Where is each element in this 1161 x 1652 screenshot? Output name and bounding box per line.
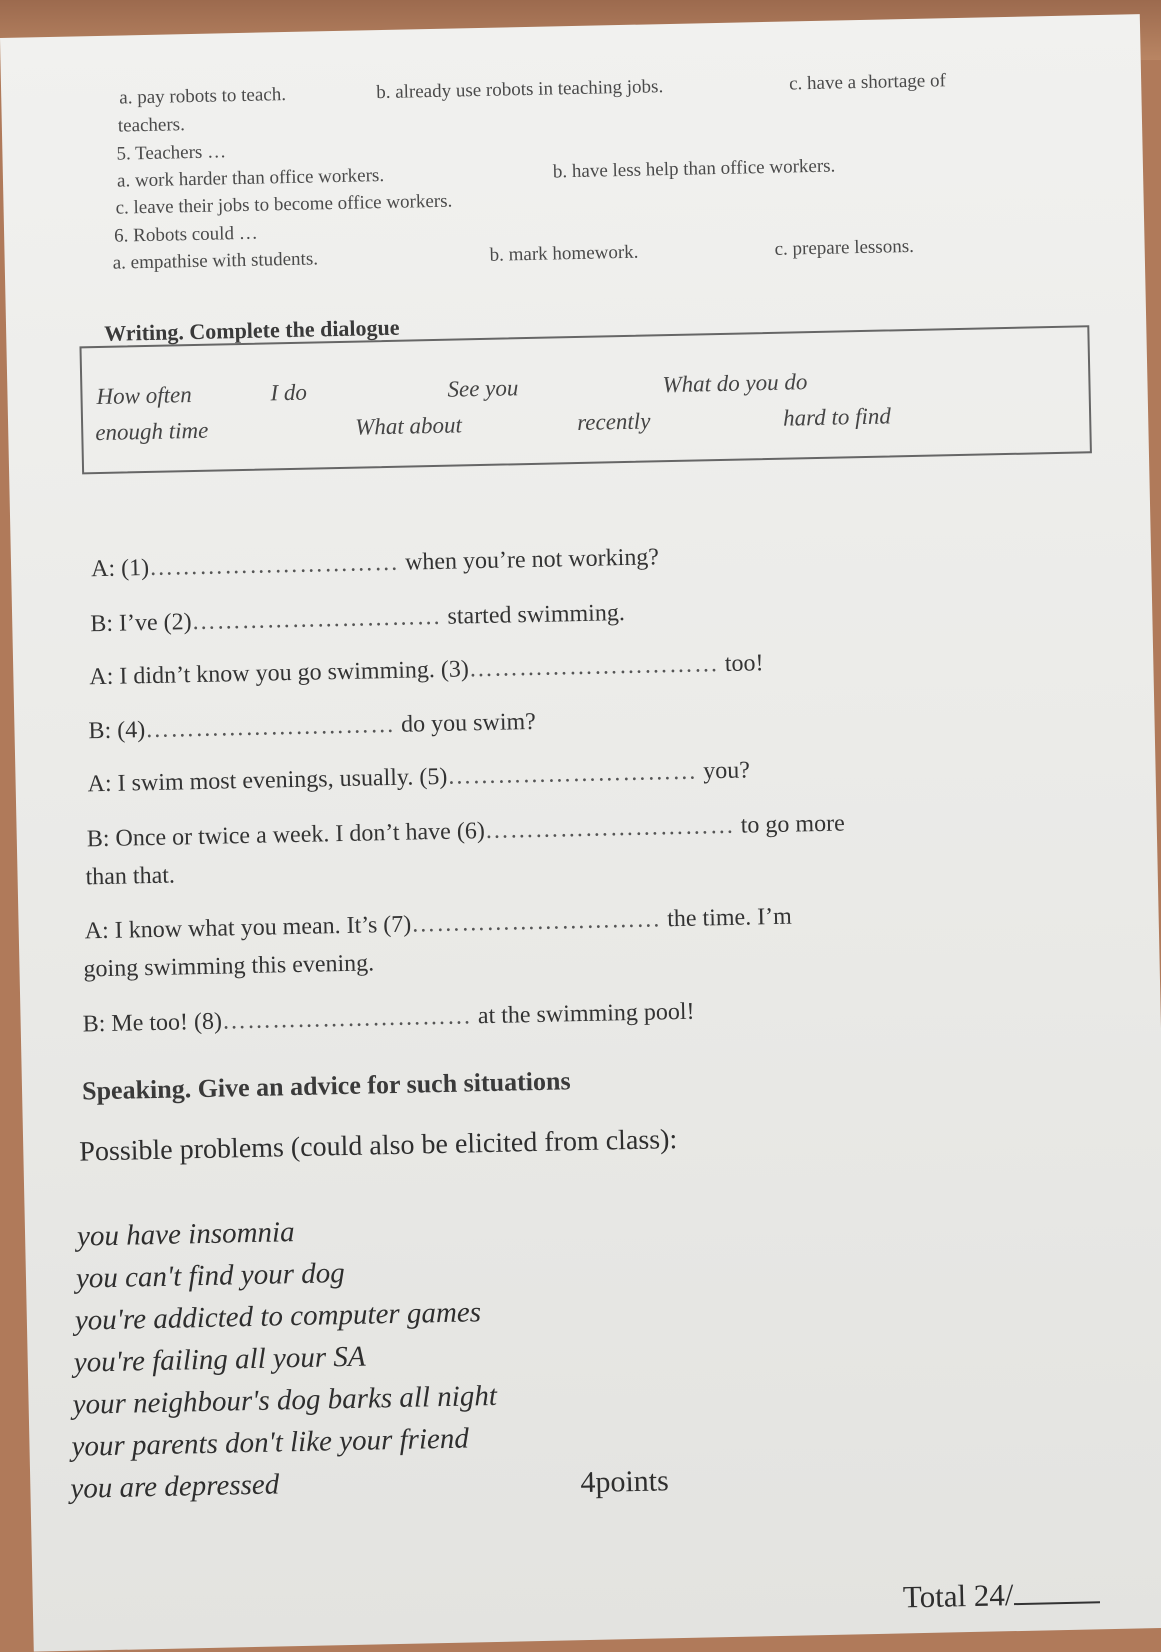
problem-item: you're addicted to computer games [74, 1296, 482, 1337]
q6-option-a: a. empathise with students. [112, 248, 319, 274]
answer-blank[interactable]: ………………………… [148, 549, 400, 581]
speaking-intro: Possible problems (could also be elicited from class): [79, 1124, 678, 1168]
q4-option-a: a. pay robots to teach. [119, 84, 287, 109]
dialogue-text: B: I’ve (2) [90, 609, 192, 638]
speaking-points: 4points [580, 1464, 670, 1500]
dialogue-text: B: (4) [88, 717, 146, 745]
speaking-heading: Speaking. Give an advice for such situations [81, 1066, 571, 1106]
answer-blank[interactable]: ………………………… [191, 603, 442, 636]
dialogue-text: to go more [740, 810, 845, 839]
problem-item: you can't find your dog [75, 1257, 346, 1295]
q4-option-c-cont: teachers. [117, 114, 186, 137]
dialogue-text: when you’re not working? [404, 544, 660, 576]
problem-item: your neighbour's dog barks all night [72, 1379, 498, 1421]
dialogue-text: A: I didn’t know you go swimming. (3) [89, 656, 470, 691]
word-bank-item: See you [447, 375, 519, 402]
dialogue-line-1 [91, 544, 659, 583]
q5-option-a: a. work harder than office workers. [116, 164, 385, 192]
q6-option-c: c. prepare lessons. [774, 235, 915, 260]
problem-item: your parents don't like your friend [71, 1422, 470, 1463]
total-blank[interactable] [1013, 1577, 1100, 1605]
dialogue-line-7-cont: going swimming this evening. [83, 950, 375, 983]
dialogue-line-3 [89, 650, 764, 691]
word-bank-box [79, 325, 1091, 474]
writing-heading: Writing. Complete the dialogue [103, 314, 400, 346]
word-bank-item: enough time [95, 417, 209, 446]
dialogue-text: A: (1) [90, 554, 150, 583]
q5-option-c: c. leave their jobs to become office workers. [115, 190, 453, 219]
word-bank-item: recently [576, 408, 651, 435]
dialogue-text: you? [702, 757, 751, 785]
q4-option-b: b. already use robots in teaching jobs. [376, 76, 664, 104]
dialogue-line-8 [82, 999, 694, 1039]
dialogue-line-7 [84, 904, 792, 946]
dialogue-text: too! [724, 650, 764, 677]
word-bank-item: What do you do [662, 369, 808, 398]
word-bank-item: I do [270, 379, 308, 406]
q4-option-c: c. have a shortage of [788, 70, 947, 95]
q6-option-b: b. mark homework. [489, 241, 639, 266]
dialogue-line-6 [87, 810, 845, 853]
dialogue-text: B: Once or twice a week. I don’t have (6) [86, 818, 486, 853]
dialogue-line-5 [87, 757, 750, 798]
answer-blank[interactable]: ………………………… [410, 906, 662, 938]
dialogue-line-4 [88, 709, 536, 745]
worksheet-page [0, 14, 1161, 1652]
dialogue-text: started swimming. [447, 600, 626, 630]
answer-blank[interactable]: ………………………… [468, 651, 720, 683]
total-label: Total 24/ [902, 1577, 1014, 1615]
answer-blank[interactable]: ………………………… [484, 812, 736, 845]
total-score [902, 1575, 1099, 1615]
word-bank-item: hard to find [782, 403, 892, 431]
dialogue-line-2 [90, 600, 625, 638]
dialogue-text: A: I swim most evenings, usually. (5) [87, 763, 448, 798]
dialogue-text: the time. I’m [666, 903, 793, 933]
q5-option-b: b. have less help than office workers. [552, 155, 836, 183]
word-bank-item: What about [354, 412, 463, 440]
answer-blank[interactable]: ………………………… [447, 758, 698, 790]
word-bank-item: How often [96, 382, 192, 410]
q6-stem: 6. Robots could … [113, 222, 258, 247]
q5-stem: 5. Teachers … [116, 141, 227, 165]
problem-item: you are depressed [70, 1468, 280, 1505]
answer-blank[interactable]: ………………………… [221, 1003, 473, 1035]
dialogue-text: B: Me too! (8) [82, 1008, 223, 1038]
dialogue-text: A: I know what you mean. It’s (7) [84, 911, 412, 945]
problem-item: you're failing all your SA [73, 1340, 366, 1379]
dialogue-line-6-cont: than that. [85, 862, 176, 891]
problem-item: you have insomnia [76, 1216, 295, 1253]
dialogue-text: do you swim? [400, 708, 537, 738]
answer-blank[interactable]: ………………………… [144, 711, 396, 744]
dialogue-text: at the swimming pool! [477, 998, 695, 1030]
